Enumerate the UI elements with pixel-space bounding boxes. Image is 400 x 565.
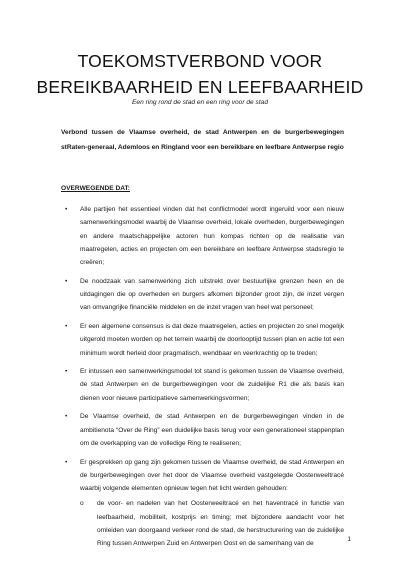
list-item-text: Er gesprekken op gang zijn gekomen tussen de Vlaamse overheid, de stad Antwerpen en de burgerbewegingen over het door de Vlaamse overheid vastgelegde Oosterweeltracé waarbij volgende elementen opnieuw tegen het licht werden gehouden: — [80, 458, 344, 493]
section-heading: OVERWEGENDE DAT: — [61, 185, 130, 192]
bullet-icon: • — [65, 413, 68, 421]
bullet-icon: • — [65, 368, 68, 376]
bullet-icon: • — [65, 206, 68, 213]
intro-paragraph: Verbond tussen de Vlaamse overheid, de stad Antwerpen en de burgerbewegingen stRaten-generaal, Ademloos en Ringland voor een bereikbare en leefbare Antwerpse regio — [61, 129, 344, 151]
page-number: 1 — [347, 536, 351, 543]
document-subtitle: Een ring rond de stad en een ring voor de stad — [132, 99, 268, 106]
sub-list-item-text: de voor- en nadelen van het Oosterweeltracé en het haventracé in functie van leefbaarheid, mobiliteit, kostprijs en timing; met bijzondere aandacht voor het omleiden van doorgaand verkeer rond de stad, de herstructurering van de zuidelijke Ring tussen Antwerpen Zuid en Antwerpen Oost en de samenhang van de — [97, 500, 344, 548]
considerations-list — [61, 203, 344, 556]
list-item — [61, 456, 344, 551]
list-item-text: Alle partijen het essentieel vinden dat het conflictmodel wordt ingeruild voor een nieuw samenwerkingsmodel waarbij de Vlaamse overheid, lokale overheden, burgerbewegingen en andere maatschappelijke actoren hun kompas richten op de realisatie van maatregelen, acties en projecten om een bereikbare en leefbare Antwerpse stadsregio te creëren; — [80, 206, 344, 267]
list-item — [61, 410, 344, 450]
list-item — [61, 203, 344, 269]
document-title — [0, 48, 400, 100]
list-item — [61, 275, 344, 315]
circle-bullet-icon: o — [80, 500, 84, 508]
list-item-text: Er een algemene consensus is dat deze maatregelen, acties en projecten zo snel mogelijk uitgerold moeten worden op het terrein waarbij de doorlooptijd tussen plan en actie tot een minimum wordt herleid door pragmatisch, wendbaar en veerkrachtig op te treden; — [80, 322, 344, 357]
list-item — [61, 320, 344, 360]
list-item-text: De Vlaamse overheid, de stad Antwerpen en de burgerbewegingen vinden in de ambitienota “Over de Ring” een duidelijke basis terug voor een generationeel stappenplan om de overkapping van de volledige Ring te realiseren; — [80, 413, 344, 447]
bullet-icon: • — [65, 277, 68, 285]
title-line-2: BEREIKBAARHEID EN LEEFBAARHEID — [36, 77, 364, 97]
title-line-1: TOEKOMSTVERBOND VOOR — [77, 51, 323, 71]
list-item — [61, 365, 344, 405]
bullet-icon: • — [65, 322, 68, 330]
list-item-text: Er intussen een samenwerkingsmodel tot stand is gekomen tussen de Vlaamse overheid, de stad Antwerpen en de burgerbewegingen voor de zuidelijke R1 die als basis kan dienen voor nieuwe participatieve samenwerkingsvormen; — [80, 368, 344, 402]
sub-list-item — [80, 497, 344, 550]
list-item-text: De noodzaak van samenwerking zich uitstrekt over bestuurlijke grenzen heen en de uitdagingen die op overheden en burgers afkomen bijzonder groot zijn, de inzet vergen van omvangrijke financiële middelen en de inzet vragen van heel wat personeel; — [80, 277, 344, 312]
sub-list — [80, 497, 344, 550]
bullet-icon: • — [65, 458, 68, 466]
